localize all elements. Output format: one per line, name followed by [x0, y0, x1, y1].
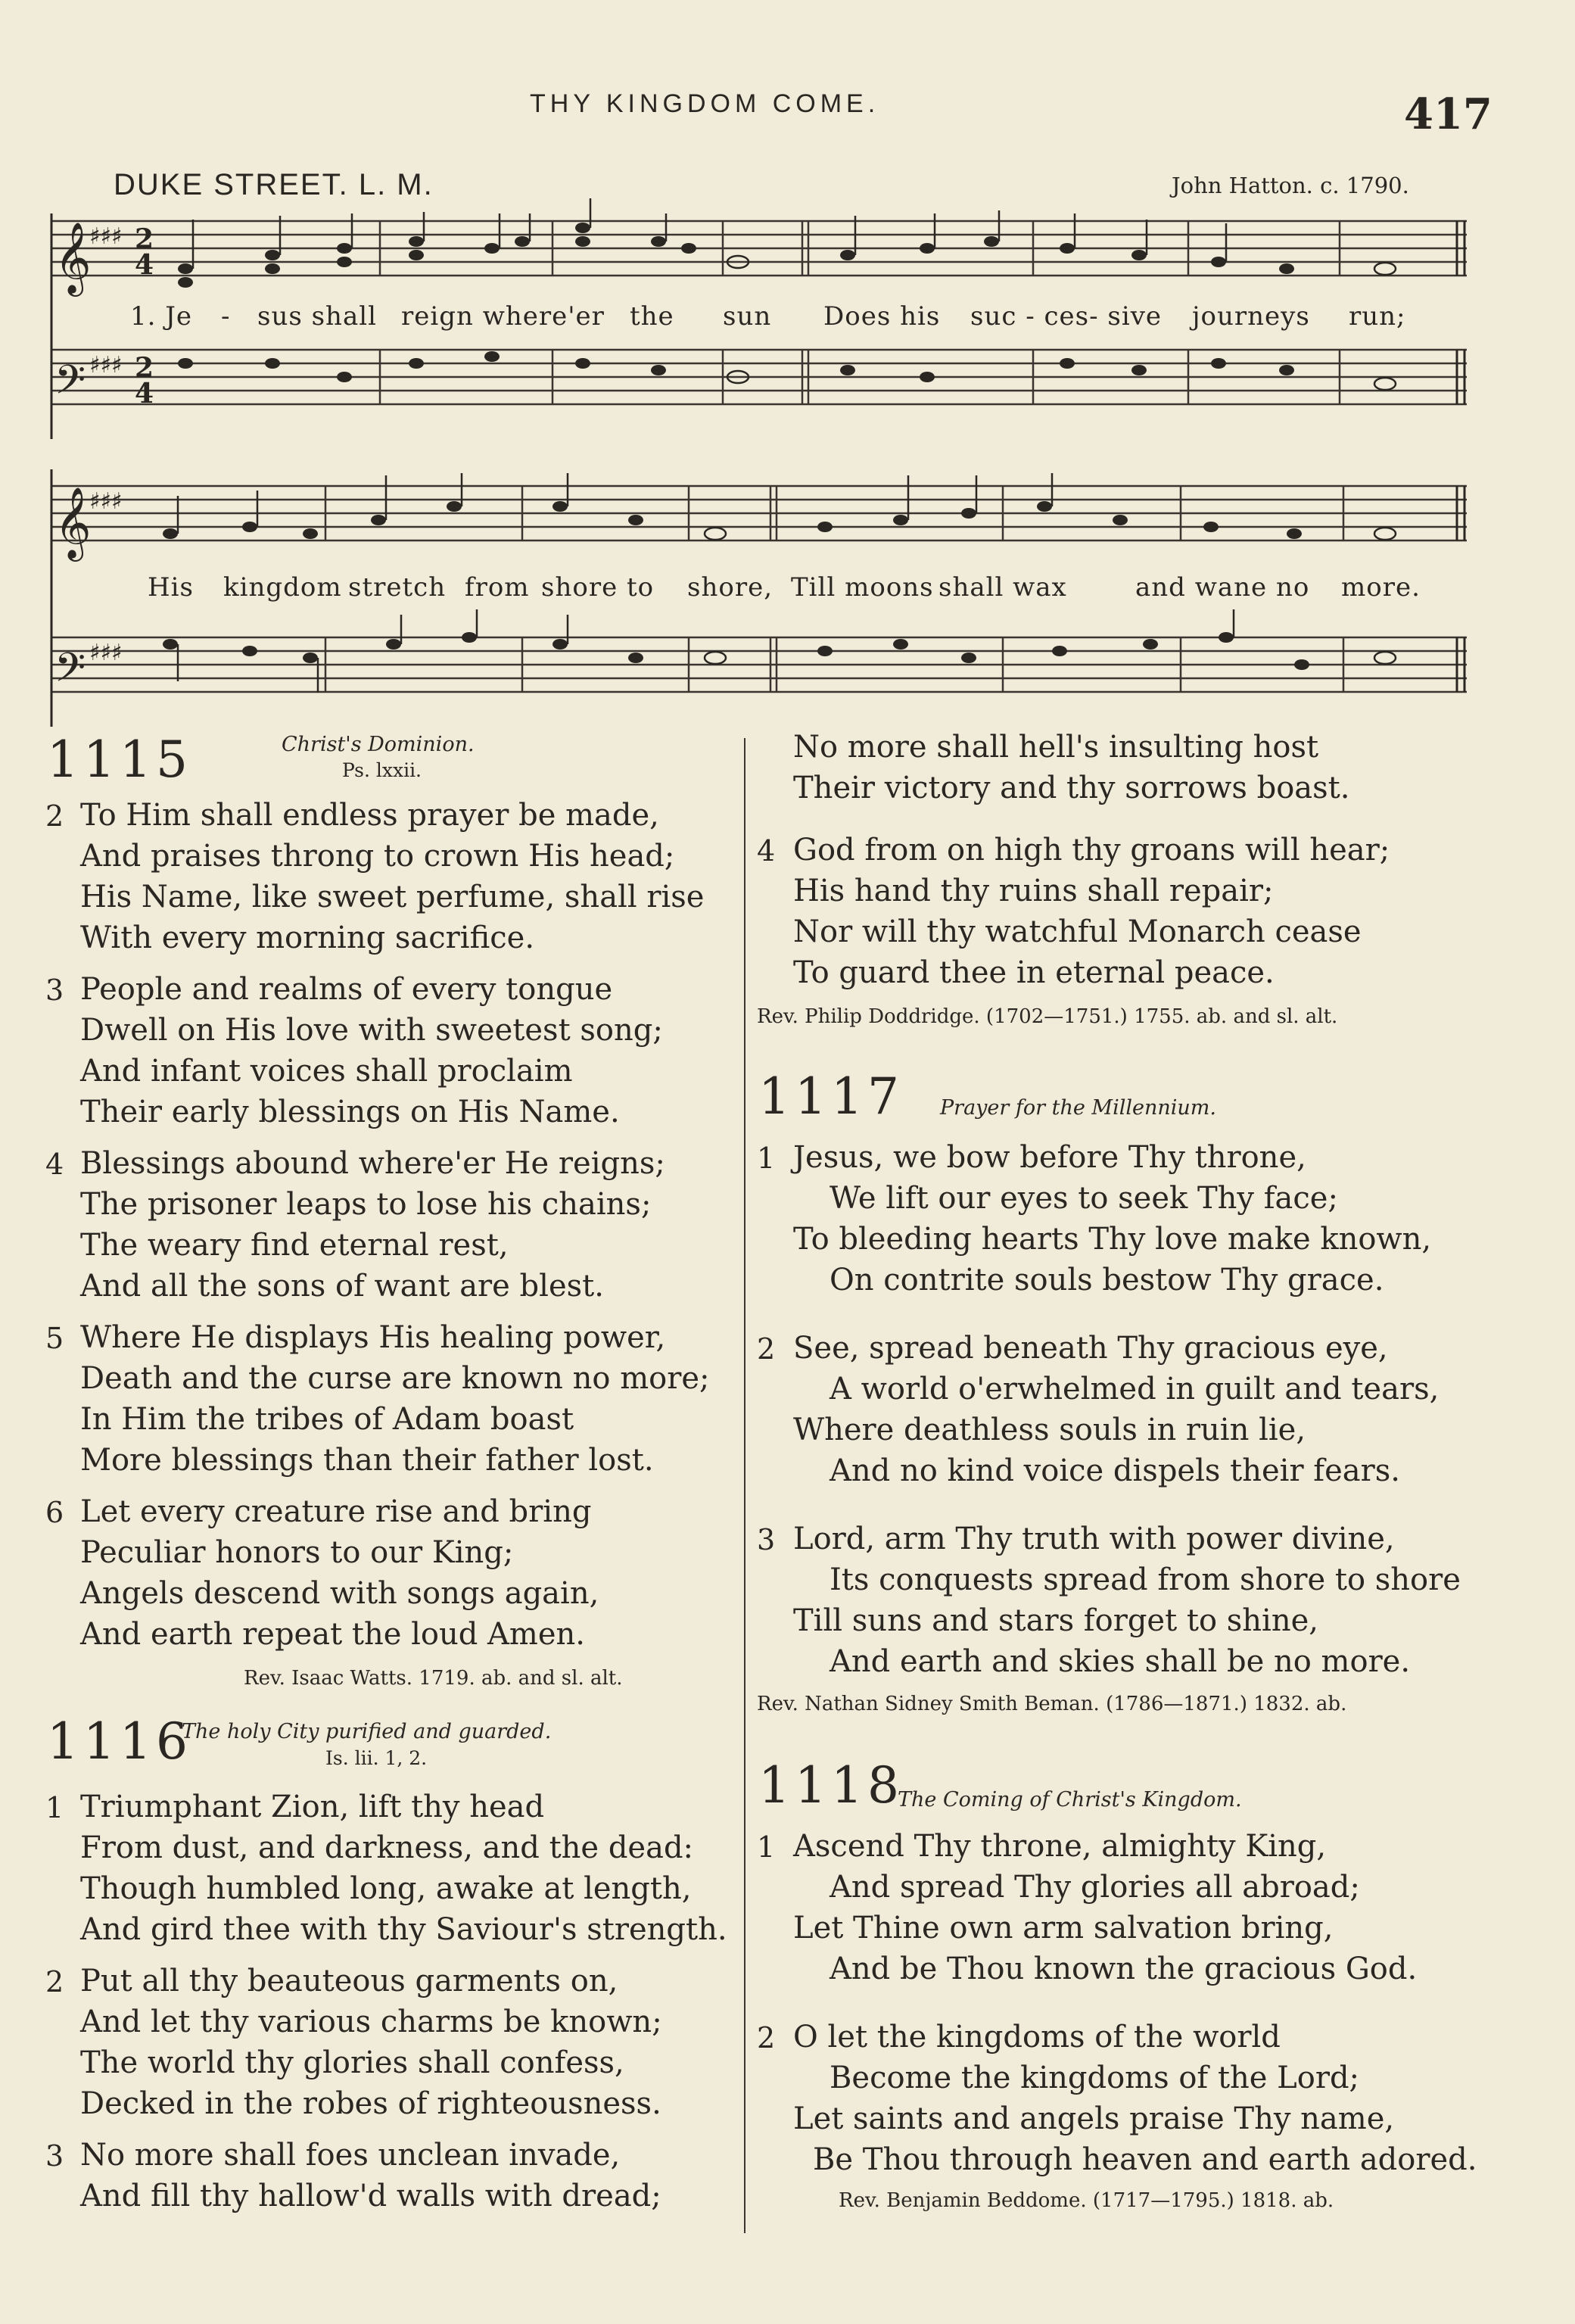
svg-text:𝄢: 𝄢 — [54, 357, 86, 413]
hymn-line: Where He displays His healing power, — [80, 1320, 666, 1355]
stanza-number: 4 — [45, 1148, 64, 1181]
stanza-number: 3 — [757, 1523, 776, 1556]
hymn-line: With every morning sacrifice. — [80, 921, 535, 955]
hymn-line: No more shall foes unclean invade, — [80, 2138, 621, 2173]
stanza-number: 1 — [757, 1142, 776, 1175]
hymn-line: The weary find eternal rest, — [80, 1228, 509, 1263]
lyric-syllable: from — [465, 572, 530, 603]
hymn-line: Lord, arm Thy truth with power divine, — [793, 1522, 1395, 1556]
lyric-syllable: journeys — [1192, 301, 1310, 332]
lyric-syllable: Till moons — [791, 572, 934, 603]
hymn-line: Death and the curse are known no more; — [80, 1361, 710, 1396]
hymn-line: Angels descend with songs again, — [80, 1576, 599, 1611]
hymn-line: In Him the tribes of Adam boast — [80, 1402, 574, 1437]
hymn-line: And gird thee with thy Saviour's strength. — [80, 1912, 727, 1947]
svg-text:𝄢: 𝄢 — [54, 645, 86, 701]
svg-text:♯♯♯: ♯♯♯ — [89, 352, 123, 379]
hymn-line: Blessings abound where'er He reigns; — [80, 1146, 665, 1181]
hymn-line: Decked in the robes of righteousness. — [80, 2086, 661, 2121]
lyric-syllable: sun — [723, 301, 772, 332]
hymn-line: Their victory and thy sorrows boast. — [793, 771, 1350, 805]
lyric-syllable: shore, — [687, 572, 773, 603]
hymn-line: To bleeding hearts Thy love make known, — [793, 1222, 1432, 1257]
hymn-line: And praises throng to crown His head; — [80, 839, 675, 874]
tune-composer: John Hatton. c. 1790. — [1172, 173, 1409, 198]
hymn-line: No more shall hell's insulting host — [793, 730, 1319, 765]
svg-text:𝄞: 𝄞 — [54, 487, 92, 559]
lyric-syllable: - — [221, 301, 231, 332]
hymn-attribution: Rev. Isaac Watts. 1719. ab. and sl. alt. — [244, 1667, 623, 1690]
lyric-syllable: run; — [1349, 301, 1406, 332]
hymn-line: His hand thy ruins shall repair; — [793, 874, 1274, 908]
hymn-attribution: Rev. Philip Doddridge. (1702—1751.) 1755. ab. and sl. alt. — [757, 1005, 1338, 1028]
stanza-number: 4 — [757, 834, 776, 868]
hymn-number: 1118 — [758, 1756, 904, 1815]
hymn-line: From dust, and darkness, and the dead: — [80, 1830, 694, 1865]
lyric-syllable: more. — [1341, 572, 1421, 603]
stanza-number: 2 — [757, 2021, 776, 2055]
clefs-and-signatures — [54, 222, 154, 701]
hymn-line: Let Thine own arm salvation bring, — [793, 1911, 1334, 1945]
stanza-number: 2 — [45, 1965, 64, 1998]
hymn-title: Christ's Dominion. — [282, 733, 475, 756]
hymn-line: Where deathless souls in ruin lie, — [793, 1413, 1306, 1447]
lyric-syllable: stretch — [348, 572, 447, 603]
hymn-title: The Coming of Christ's Kingdom. — [898, 1788, 1242, 1812]
hymn-reference: Is. lii. 1, 2. — [325, 1747, 428, 1769]
hymn-line: Ascend Thy throne, almighty King, — [793, 1829, 1327, 1864]
hymn-line: More blessings than their father lost. — [80, 1443, 654, 1478]
lyric-syllable: the — [630, 301, 674, 332]
lyric-syllable: and wane no — [1135, 572, 1310, 603]
hymn-line: Be Thou through heaven and earth adored. — [813, 2142, 1477, 2177]
lyric-syllable: shall wax — [938, 572, 1067, 603]
hymn-line: Put all thy beauteous garments on, — [80, 1964, 618, 1998]
hymn-attribution: Rev. Nathan Sidney Smith Beman. (1786—1871.) 1832. ab. — [757, 1693, 1347, 1715]
hymn-line: And be Thou known the gracious God. — [830, 1952, 1418, 1986]
hymn-line: God from on high thy groans will hear; — [793, 833, 1390, 868]
svg-text:2: 2 — [135, 352, 154, 384]
hymn-line: See, spread beneath Thy gracious eye, — [793, 1331, 1388, 1366]
hymn-reference: Ps. lxxii. — [342, 759, 422, 781]
music-score — [0, 0, 1575, 742]
hymn-line: And earth and skies shall be no more. — [830, 1644, 1411, 1679]
lyric-syllable: sus shall — [257, 301, 377, 332]
hymn-line: Let every creature rise and bring — [80, 1494, 592, 1529]
stanza-number: 2 — [757, 1332, 776, 1366]
lyric-syllable: Does his — [823, 301, 941, 332]
stanza-number: 5 — [45, 1322, 64, 1355]
hymn-number: 1116 — [47, 1712, 192, 1771]
hymn-line: The world thy glories shall confess, — [80, 2045, 624, 2080]
hymn-line: To Him shall endless prayer be made, — [80, 798, 659, 833]
hymn-line: Its conquests spread from shore to shore — [830, 1562, 1461, 1597]
svg-text:2: 2 — [135, 223, 154, 255]
svg-text:4: 4 — [135, 249, 154, 281]
note-stems — [178, 198, 1234, 693]
hymn-line: Their early blessings on His Name. — [80, 1095, 620, 1129]
column-divider — [744, 738, 745, 2233]
svg-text:♯♯♯: ♯♯♯ — [89, 488, 123, 515]
svg-text:♯♯♯: ♯♯♯ — [89, 223, 123, 250]
lyric-syllable: 1. Je — [130, 301, 192, 332]
hymn-line: Let saints and angels praise Thy name, — [793, 2101, 1395, 2136]
svg-text:𝄞: 𝄞 — [54, 222, 92, 294]
stanza-number: 2 — [45, 799, 64, 833]
hymn-line: Become the kingdoms of the Lord; — [830, 2061, 1360, 2095]
hymn-line: People and realms of every tongue — [80, 972, 613, 1007]
lyric-syllable: His — [148, 572, 194, 603]
svg-text:4: 4 — [135, 378, 154, 410]
stanza-number: 3 — [45, 974, 64, 1007]
hymn-line: Dwell on His love with sweetest song; — [80, 1013, 663, 1048]
hymn-line: And let thy various charms be known; — [80, 2005, 662, 2039]
hymn-line: The prisoner leaps to lose his chains; — [80, 1187, 652, 1222]
hymn-line: Till suns and stars forget to shine, — [793, 1603, 1318, 1638]
svg-text:♯♯♯: ♯♯♯ — [89, 640, 123, 666]
lyric-syllable: suc - ces- sive — [970, 301, 1163, 332]
lyric-syllable: shore to — [541, 572, 655, 603]
stanza-number: 6 — [45, 1496, 64, 1529]
stanza-number: 3 — [45, 2139, 64, 2173]
lyric-syllable: reign where'er — [401, 301, 605, 332]
stanza-number: 1 — [45, 1791, 64, 1824]
hymn-line: And no kind voice dispels their fears. — [830, 1453, 1400, 1488]
tune-title: DUKE STREET. L. M. — [114, 168, 434, 201]
hymn-title: The holy City purified and guarded. — [182, 1720, 552, 1743]
hymn-title: Prayer for the Millennium. — [940, 1096, 1216, 1120]
stanza-number: 1 — [757, 1830, 776, 1864]
bar-lines — [325, 221, 1343, 692]
hymn-line: His Name, like sweet perfume, shall rise — [80, 880, 705, 914]
hymn-line: O let the kingdoms of the world — [793, 2020, 1281, 2055]
hymn-line: We lift our eyes to seek Thy face; — [830, 1181, 1338, 1216]
hymn-line: A world o'erwhelmed in guilt and tears, — [830, 1372, 1440, 1407]
hymn-line: And fill thy hallow'd walls with dread; — [80, 2179, 661, 2213]
hymn-line: Triumphant Zion, lift thy head — [80, 1790, 545, 1824]
lyric-syllable: kingdom — [223, 572, 342, 603]
hymn-line: Jesus, we bow before Thy throne, — [793, 1140, 1306, 1175]
hymn-number: 1117 — [758, 1067, 904, 1126]
hymn-line: And earth repeat the loud Amen. — [80, 1617, 586, 1652]
noteheads — [163, 223, 1309, 670]
hymn-attribution: Rev. Benjamin Beddome. (1717—1795.) 1818. ab. — [839, 2189, 1334, 2212]
hymn-number: 1115 — [47, 731, 192, 789]
hymn-line: And all the sons of want are blest. — [80, 1269, 604, 1304]
running-title: THY KINGDOM COME. — [530, 89, 880, 118]
hymn-line: Nor will thy watchful Monarch cease — [793, 914, 1362, 949]
system-braces — [51, 213, 1465, 727]
hymn-line: To guard thee in eternal peace. — [793, 955, 1275, 990]
hymn-line: Peculiar honors to our King; — [80, 1535, 514, 1570]
hymn-line: And infant voices shall proclaim — [80, 1054, 573, 1089]
hymn-line: On contrite souls bestow Thy grace. — [830, 1263, 1384, 1298]
hymn-line: Though humbled long, awake at length, — [80, 1871, 692, 1906]
hymn-line: And spread Thy glories all abroad; — [830, 1870, 1360, 1905]
page-number: 417 — [1404, 89, 1493, 139]
